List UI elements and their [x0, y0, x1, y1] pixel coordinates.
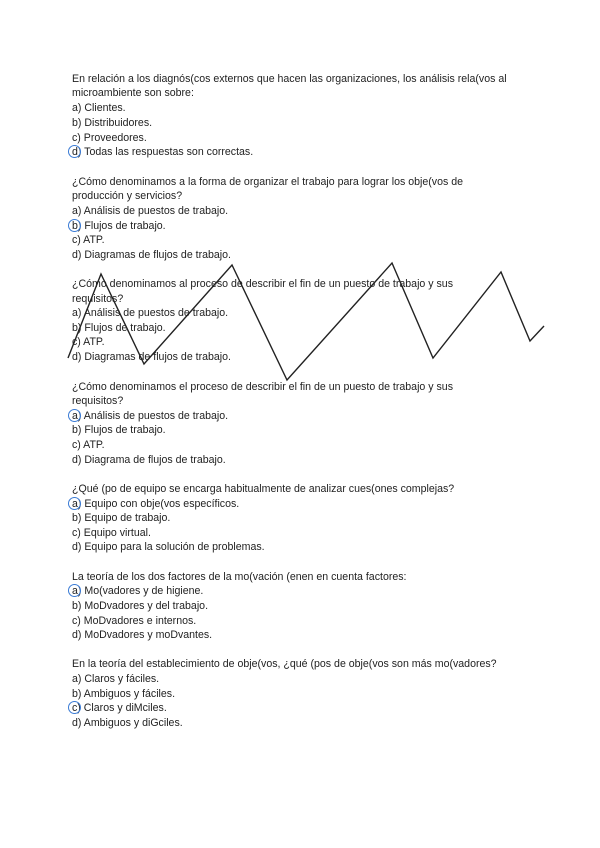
question-7-text-line-1: En la teoría del establecimiento de obje(vos, ¿qué (pos de obje(vos son más mo(vadores? [72, 658, 497, 670]
question-2-option-c[interactable]: c) ATP. [72, 234, 105, 246]
question-6-option-b[interactable]: b) MoDvadores y del trabajo. [72, 600, 209, 612]
answer-circle-q1-d [68, 145, 81, 158]
question-1-option-b[interactable]: b) Distribuidores. [72, 117, 153, 129]
question-2-text-line-1: ¿Cómo denominamos a la forma de organizar el trabajo para lograr los obje(vos de [72, 176, 463, 188]
question-1-option-a[interactable]: a) Clientes. [72, 102, 126, 114]
answer-circle-q4-a [68, 409, 81, 422]
question-2-text-line-2: producción y servicios? [72, 190, 183, 202]
question-5-option-b[interactable]: b) Equipo de trabajo. [72, 512, 171, 524]
question-3-option-b[interactable]: b) Flujos de trabajo. [72, 322, 166, 334]
question-7-option-d[interactable]: d) Ambiguos y diGciles. [72, 717, 183, 729]
question-5-option-c[interactable]: c) Equipo virtual. [72, 527, 151, 539]
question-1-text-line-1: En relación a los diagnós(cos externos que hacen las organizaciones, los análisis rela(vos al [72, 73, 507, 85]
question-7-option-c[interactable]: c) Claros y diMciles. [72, 702, 167, 714]
question-1-option-c[interactable]: c) Proveedores. [72, 132, 147, 144]
question-7-option-a[interactable]: a) Claros y fáciles. [72, 673, 160, 685]
question-3-option-c[interactable]: c) ATP. [72, 336, 105, 348]
answer-circle-q7-c [68, 701, 81, 714]
question-1-text-line-2: microambiente son sobre: [72, 87, 194, 99]
question-4-option-b[interactable]: b) Flujos de trabajo. [72, 424, 166, 436]
question-4-option-a[interactable]: a) Análisis de puestos de trabajo. [72, 410, 229, 422]
question-3-text-line-1: ¿Cómo denominamos al proceso de describir el fin de un puesto de trabajo y sus [72, 278, 453, 290]
question-2-option-a[interactable]: a) Análisis de puestos de trabajo. [72, 205, 229, 217]
question-6-text-line-1: La teoría de los dos factores de la mo(vación (enen en cuenta factores: [72, 571, 407, 583]
question-3-option-a[interactable]: a) Análisis de puestos de trabajo. [72, 307, 229, 319]
question-2-option-b[interactable]: b) Flujos de trabajo. [72, 220, 166, 232]
question-4-text-line-1: ¿Cómo denominamos el proceso de describir el fin de un puesto de trabajo y sus [72, 381, 453, 393]
question-5-option-a[interactable]: a) Equipo con obje(vos específicos. [72, 498, 240, 510]
question-4-option-c[interactable]: c) ATP. [72, 439, 105, 451]
question-4-option-d[interactable]: d) Diagrama de flujos de trabajo. [72, 454, 226, 466]
question-4-text-line-2: requisitos? [72, 395, 124, 407]
question-6-option-d[interactable]: d) MoDvadores y moDvantes. [72, 629, 213, 641]
answer-circle-q6-a [68, 584, 81, 597]
question-6-option-a[interactable]: a) Mo(vadores y de higiene. [72, 585, 204, 597]
question-3-option-d[interactable]: d) Diagramas de flujos de trabajo. [72, 351, 231, 363]
question-1-option-d[interactable]: d) Todas las respuestas son correctas. [72, 146, 254, 158]
question-5-option-d[interactable]: d) Equipo para la solución de problemas. [72, 541, 265, 553]
question-6-option-c[interactable]: c) MoDvadores e internos. [72, 615, 197, 627]
answer-circle-q2-b [68, 219, 81, 232]
question-5-text-line-1: ¿Qué (po de equipo se encarga habitualmente de analizar cues(ones complejas? [72, 483, 455, 495]
question-7-option-b[interactable]: b) Ambiguos y fáciles. [72, 688, 176, 700]
answer-circle-q5-a [68, 497, 81, 510]
question-3-text-line-2: requisitos? [72, 293, 124, 305]
question-2-option-d[interactable]: d) Diagramas de flujos de trabajo. [72, 249, 231, 261]
